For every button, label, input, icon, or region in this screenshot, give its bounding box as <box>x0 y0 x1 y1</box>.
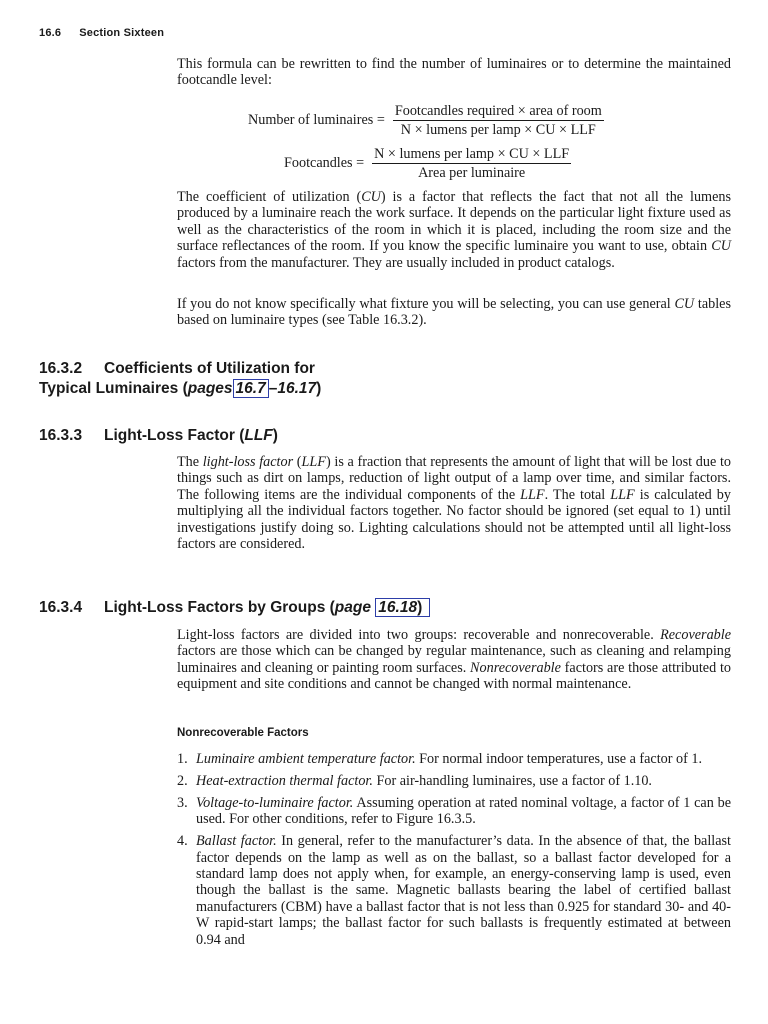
page-number: 16.6 <box>39 27 62 39</box>
list-item: 1. Luminaire ambient temperature factor. For normal indoor temperatures, use a factor of 1. <box>177 751 703 767</box>
list-item: 3. Voltage-to-luminaire factor. Assuming operation at rated nominal voltage, a factor of 1 can be used. For other conditions, refer to Figure 16.3.5. <box>177 794 731 828</box>
formula1-numerator: Footcandles required × area of room <box>394 103 602 119</box>
section-heading-16-3-3: 16.3.3 Light-Loss Factor (LLF) <box>39 427 278 444</box>
list-item: 4. Ballast factor. In general, refer to the manufacturer’s data. In the absence of that, the ballast factor depends on the lamp as well as on the ballast, so a ballast factor developed for a standard lamp does not apply when, for example, an energy-conserving lamp is used, even though the ballast is the same. Magnetic ballasts bearing the label of certified ballast manufacturers (CBM) have a ballast factor that is not less than 0.925 for standard 30- and 40-W rapid-start lamps; the ballast factor for such ballasts is frequently estimated at between 0.94 and <box>177 833 731 948</box>
formula-footcandles <box>284 146 571 181</box>
running-header <box>39 27 164 39</box>
section-heading-16-3-2: 16.3.2 Coefficients of Utilization for Typical Luminaires (pages 16.7 –16.17) <box>39 360 322 397</box>
formula1-lhs: Number of luminaires = <box>248 112 385 128</box>
formula2-fraction <box>372 146 571 181</box>
cu-paragraph: The coefficient of utilization (CU) is a factor that reflects the fact that not all the lumens produced by a luminaire reach the work surface. It depends on the particular light fixture used as well as the characteristics of the room in which it is placed, including the room size and the surface reflectances of the room. If you know the specific luminaire you want to use, obtain CU factors from the manufacturer. They are usually included in product catalogs. <box>177 189 731 271</box>
section-number: 16.3.2 <box>39 360 83 377</box>
cu-term: CU <box>361 189 381 205</box>
formula2-lhs: Footcandles = <box>284 155 365 171</box>
groups-paragraph: Light-loss factors are divided into two groups: recoverable and nonrecoverable. Recoverable factors are those which can be changed by regular maintenance, such as cleaning and relamping luminaires and cleaning or painting room surfaces. Nonrecoverable factors are those attributed to equipment and site conditions and cannot be changed with normal maintenance. <box>177 627 731 693</box>
page-link-16-7[interactable]: 16.7 <box>233 379 269 398</box>
section-heading-16-3-4: 16.3.4 Light-Loss Factors by Groups (page 16.18) <box>39 598 430 618</box>
page-link-16-17[interactable]: 16.17 <box>277 380 317 397</box>
formula2-numerator: N × lumens per lamp × CU × LLF <box>374 146 570 162</box>
page-link-16-18[interactable]: 16.18) <box>375 598 429 617</box>
section-name: Section Sixteen <box>79 27 165 39</box>
list-item: 2. Heat-extraction thermal factor. For air-handling luminaires, use a factor of 1.10. <box>177 772 652 789</box>
formula-number-of-luminaires <box>248 103 604 138</box>
section-number: 16.3.3 <box>39 427 83 444</box>
section-number: 16.3.4 <box>39 599 83 616</box>
general-cu-paragraph: If you do not know specifically what fixture you will be selecting, you can use general CU tables based on luminaire types (see Table 16.3.2). <box>177 296 731 329</box>
llf-paragraph: The light-loss factor (LLF) is a fraction that represents the amount of light that will be lost due to things such as dirt on lamps, reduction of light output of a lamp over time, and similar factors. The following items are the individual components of the LLF. The total LLF is calculated by multiplying all the individual factors together. No factor should be ignored (set equal to 1) until investigations justify doing so. Lighting calculations should not be attempted until all light-loss factors are considered. <box>177 454 731 553</box>
nonrecoverable-factors-list <box>177 751 731 953</box>
intro-paragraph: This formula can be rewritten to find the number of luminaires or to determine the maintained footcandle level: <box>177 56 731 89</box>
cu-term: CU <box>711 238 731 255</box>
cu-term: CU <box>674 296 695 312</box>
formula1-fraction <box>393 103 604 138</box>
nonrecoverable-heading: Nonrecoverable Factors <box>177 727 309 739</box>
formula1-denominator: N × lumens per lamp × CU × LLF <box>400 122 596 138</box>
formula2-denominator: Area per luminaire <box>418 165 526 181</box>
